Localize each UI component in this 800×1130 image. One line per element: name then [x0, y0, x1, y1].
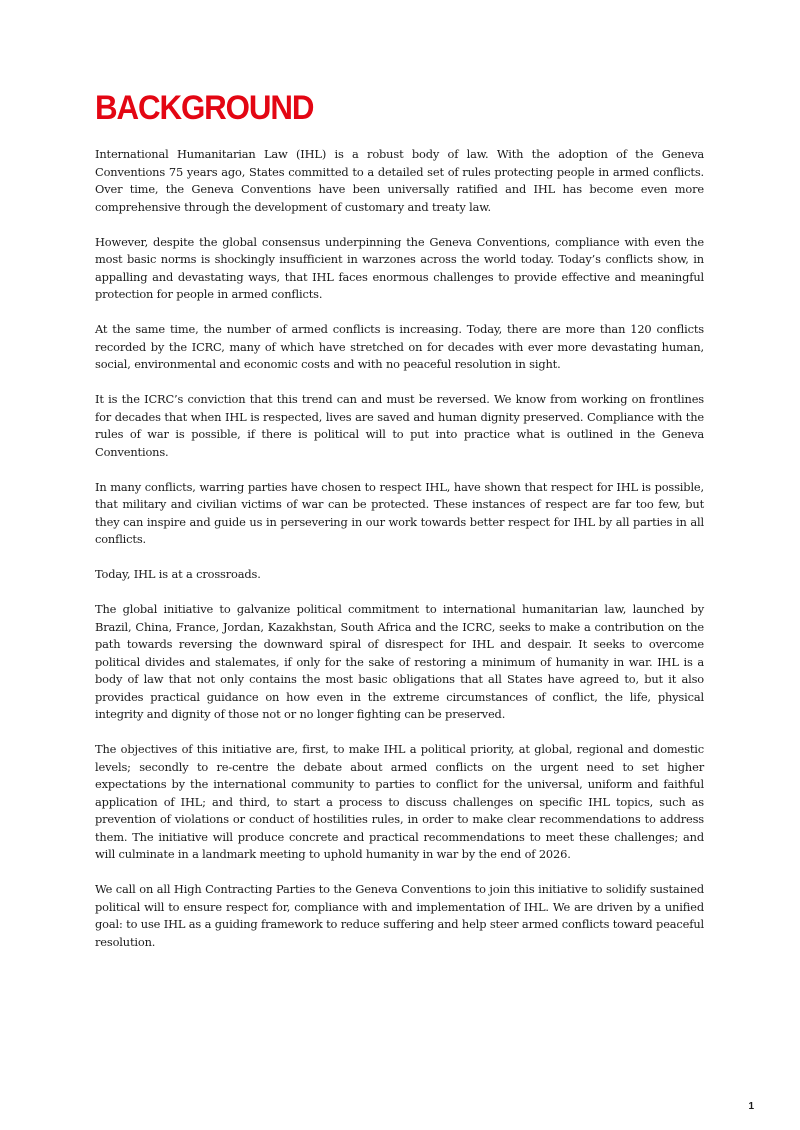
page-title: BACKGROUND — [95, 89, 314, 127]
paragraph-7: The global initiative to galvanize political commitment to international humanitarian law, launched by Brazil, China, France, Jordan, Kazakhstan, South Africa and the ICRC, seeks to make a contribution on the path towards reversing the downward spiral of disrespect for IHL and despair. It seeks to overcome political divides and stalemates, if only for the sake of restoring a minimum of humanity in war. IHL is a body of law that not only contains the most basic obligations that all States have agreed to, but it also provides practical guidance on how even in the extreme circumstances of conflict, the life, physical integrity and dignity of those not or no longer fighting can be preserved. — [95, 602, 704, 721]
paragraph-4: It is the ICRC’s conviction that this trend can and must be reversed. We know from working on frontlines for decades that when IHL is respected, lives are saved and human dignity preserved. Compliance with the rules of war is possible, if there is political will to put into practice what is outlined in the Geneva Conventions. — [95, 392, 704, 459]
paragraph-3: At the same time, the number of armed conflicts is increasing. Today, there are more than 120 conflicts recorded by the ICRC, many of which have stretched on for decades with ever more devastating human, social, environmental and economic costs and with no peaceful resolution in sight. — [95, 322, 704, 371]
paragraph-5: In many conflicts, warring parties have chosen to respect IHL, have shown that respect for IHL is possible, that military and civilian victims of war can be protected. These instances of respect are far too few, but they can inspire and guide us in persevering in our work towards better respect for IHL by all parties in all conflicts. — [95, 479, 704, 546]
paragraph-9: We call on all High Contracting Parties to the Geneva Conventions to join this initiative to solidify sustained political will to ensure respect for, compliance with and implementation of IHL. We are driven by a unified goal: to use IHL as a guiding framework to reduce suffering and help steer armed conflicts toward peaceful resolution. — [95, 882, 704, 949]
paragraph-6: Today, IHL is at a crossroads. — [95, 567, 261, 581]
body-text — [95, 146, 704, 969]
page-number: 1 — [748, 1101, 754, 1112]
paragraph-2: However, despite the global consensus underpinning the Geneva Conventions, compliance with even the most basic norms is shockingly insufficient in warzones across the world today. Today’s conflicts show, in appalling and devastating ways, that IHL faces enormous challenges to provide effective and meaningful protection for people in armed conflicts. — [95, 234, 704, 301]
paragraph-1: International Humanitarian Law (IHL) is a robust body of law. With the adoption of the Geneva Conventions 75 years ago, States committed to a detailed set of rules protecting people in armed conflicts. Over time, the Geneva Conventions have been universally ratified and IHL has become even more comprehensive through the development of customary and treaty law. — [95, 147, 704, 214]
paragraph-8: The objectives of this initiative are, first, to make IHL a political priority, at global, regional and domestic levels; secondly to re-centre the debate about armed conflicts on the urgent need to set higher expectations by the international community to parties to conflict for the universal, uniform and faithful application of IHL; and third, to start a process to discuss challenges on specific IHL topics, such as prevention of violations or conduct of hostilities rules, in order to make clear recommendations to address them. The initiative will produce concrete and practical recommendations to meet these challenges; and will culminate in a landmark meeting to uphold humanity in war by the end of 2026. — [95, 742, 704, 861]
